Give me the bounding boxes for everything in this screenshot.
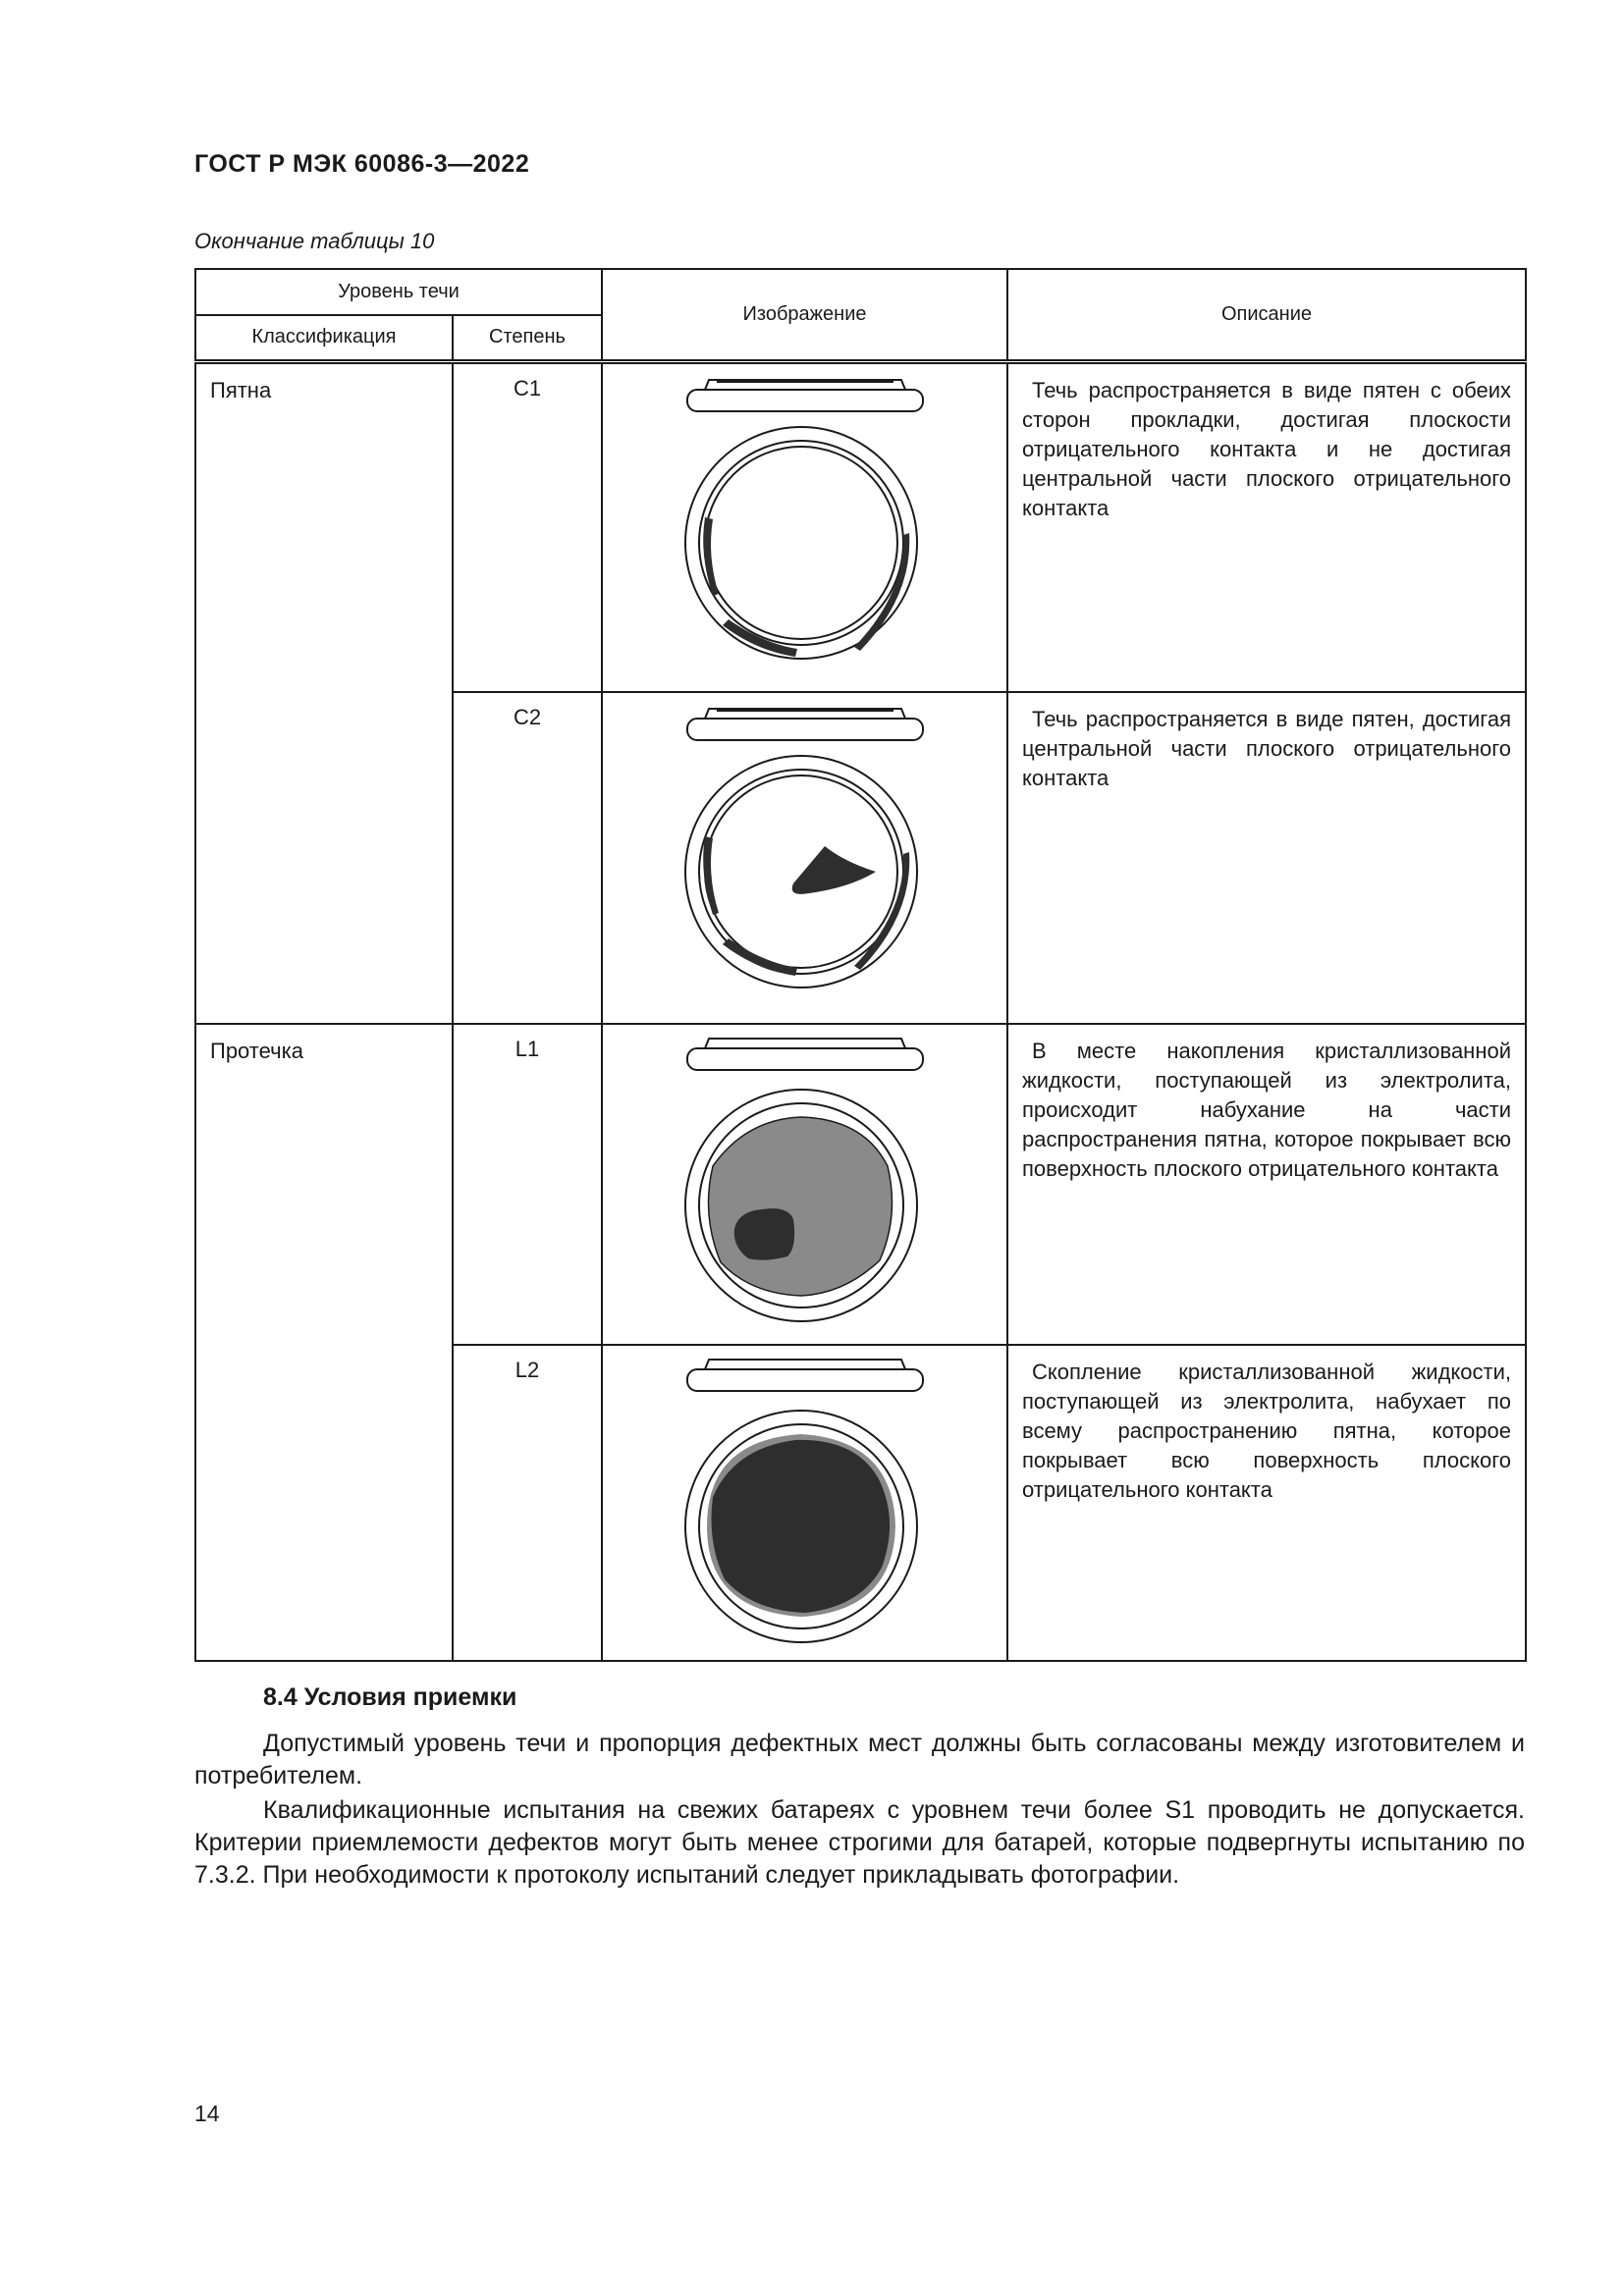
battery-l1-illustration bbox=[677, 1029, 933, 1333]
battery-c1-illustration bbox=[677, 368, 933, 680]
table-caption: Окончание таблицы 10 bbox=[194, 229, 435, 253]
description-cell: Течь распространяется в виде пятен с обеих сторон прокладки, достигая плоскости отрицательного контакта и не достигая центральной части плоского отрицательного контакта bbox=[1007, 362, 1526, 693]
header-image: Изображение bbox=[602, 269, 1007, 362]
paragraph: Квалификационные испытания на свежих батареях с уровнем течи более S1 проводить не допускается. Критерии приемлемости дефектов могут быть менее строгими для батарей, которые подвергнуты испытанию по 7.3.2. При необходимости к протоколу испытаний следует прикладывать фотографии. bbox=[194, 1796, 1525, 1889]
battery-side-view bbox=[687, 1360, 923, 1391]
page-number: 14 bbox=[194, 2101, 220, 2126]
battery-c2-illustration bbox=[677, 697, 933, 1009]
header-description: Описание bbox=[1007, 269, 1526, 362]
description-cell: Скопление кристаллизованной жидкости, поступающей из электролита, набухает по всему распространению пятна, которое покрывает всю поверхность плоского отрицательного контакта bbox=[1007, 1345, 1526, 1661]
leak-level-table bbox=[194, 268, 1527, 1662]
leak-spots bbox=[703, 836, 909, 976]
classification-cell: Протечка bbox=[195, 1024, 453, 1661]
leak-spots bbox=[703, 517, 909, 657]
degree-cell: C1 bbox=[453, 362, 602, 693]
leak-dark-spot bbox=[733, 1208, 793, 1259]
image-cell bbox=[602, 1345, 1007, 1661]
degree-cell: L2 bbox=[453, 1345, 602, 1661]
degree-cell: L1 bbox=[453, 1024, 602, 1344]
classification-cell: Пятна bbox=[195, 362, 453, 1024]
image-cell bbox=[602, 692, 1007, 1024]
description-cell: Течь распространяется в виде пятен, достигая центральной части плоского отрицательного контакта bbox=[1007, 692, 1526, 1024]
battery-side-view bbox=[687, 1039, 923, 1070]
header-leak-level: Уровень течи bbox=[195, 269, 602, 315]
battery-top-view bbox=[685, 756, 917, 988]
image-cell bbox=[602, 362, 1007, 693]
degree-cell: C2 bbox=[453, 692, 602, 1024]
table-row bbox=[195, 1024, 1526, 1344]
paragraph: Допустимый уровень течи и пропорция дефектных мест должны быть согласованы между изготовителем и потребителем. bbox=[194, 1730, 1525, 1789]
battery-side-view bbox=[687, 709, 923, 740]
document-header: ГОСТ Р МЭК 60086-3—2022 bbox=[194, 150, 530, 178]
battery-side-view bbox=[687, 380, 923, 411]
leak-swelling-area bbox=[708, 1117, 892, 1296]
image-cell bbox=[602, 1024, 1007, 1344]
header-degree: Степень bbox=[453, 315, 602, 362]
description-cell: В месте накопления кристаллизованной жидкости, поступающей из электролита, происходит набухание на части распространения пятна, которое покрывает всю поверхность плоского отрицательного контакта bbox=[1007, 1024, 1526, 1344]
section-title: 8.4 Условия приемки bbox=[263, 1683, 517, 1711]
leak-dark-area bbox=[711, 1439, 890, 1612]
battery-l2-illustration bbox=[677, 1350, 933, 1650]
header-classification: Классификация bbox=[195, 315, 453, 362]
table-row bbox=[195, 362, 1526, 693]
